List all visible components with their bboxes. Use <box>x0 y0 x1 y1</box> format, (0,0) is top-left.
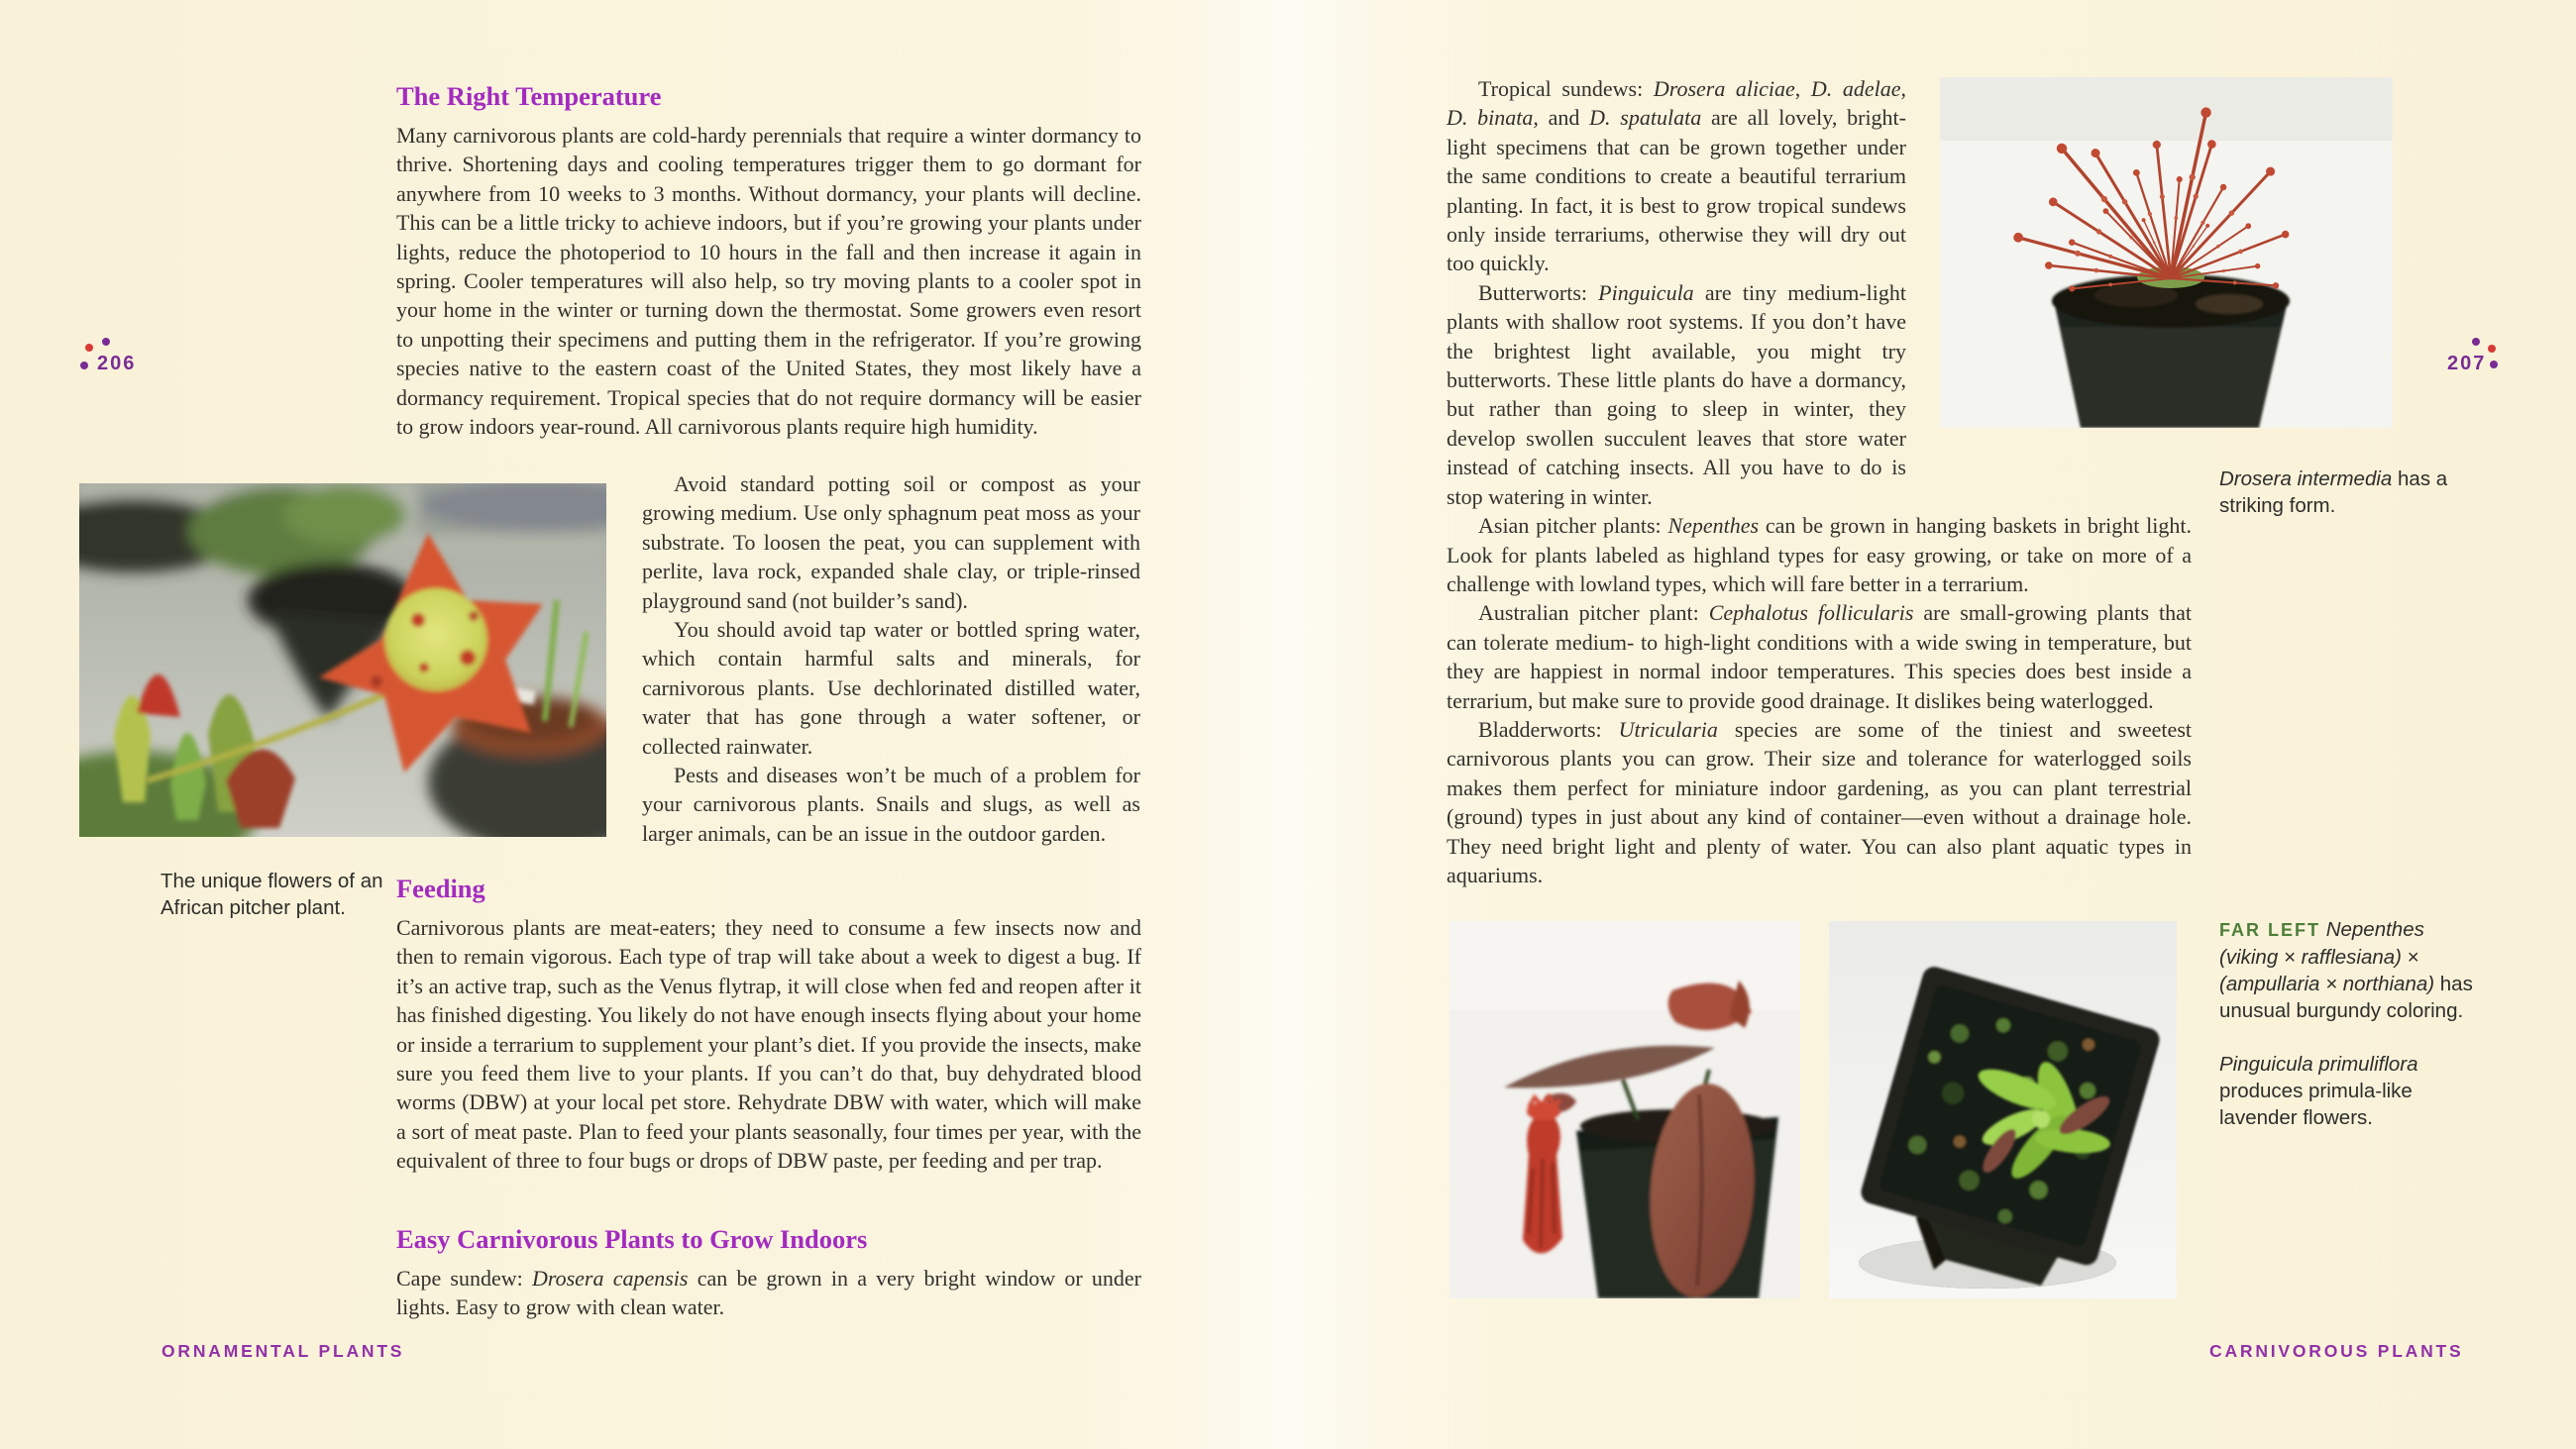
page-number-right: 207 <box>2447 353 2487 374</box>
page-ornament-dots <box>75 335 145 376</box>
paragraph-pests: Pests and diseases won’t be much of a problem for your carnivorous plants. Snails and slugs, as well as larger animals, can be an issue in the outdoor garden. <box>642 763 1140 846</box>
heading-right-temperature: The Right Temperature <box>396 81 662 111</box>
paragraph-australian-pitcher: Australian pitcher plant: Cephalotus follicularis are small-growing plants that can tolerate medium- to high-light conditions with a wide swing in temperature, but they are happiest in normal indoor temperatures. This species does best inside a terrarium, but make sure to provide good drainage. It dislikes being waterlogged. <box>1447 600 2192 713</box>
pinguicula-photo <box>1829 921 2177 1298</box>
paragraph-bladderworts: Bladderworts: Utricularia species are some of the tiniest and sweetest carnivorous plants you can grow. Their size and tolerance for waterlogged soils makes them perfect for miniature indoor gardening, as you can plant terrestrial (ground) types in just about any kind of container—even without a drainage hole. They need bright light and plenty of water. You can also plant aquatic types in aquariums. <box>1447 716 2192 887</box>
spine-shadow <box>1189 0 1387 1449</box>
running-footer-left: ORNAMENTAL PLANTS <box>161 1341 405 1361</box>
paragraph-cape-sundew: Cape sundew: Drosera capensis can be grown in a very bright window or under lights. Easy to grow with clean water. <box>396 1266 1141 1320</box>
caption-pinguicula: Pinguicula primuliflora produces primula-like lavender flowers. <box>2219 1053 2418 1129</box>
ornament-dot <box>2488 345 2496 353</box>
caption-drosera-intermedia: Drosera intermedia has a striking form. <box>2219 467 2448 517</box>
ornament-dot <box>85 344 93 352</box>
far-left-label: FAR LEFT <box>2219 920 2320 940</box>
paragraph-water: You should avoid tap water or bottled spring water, which contain harmful salts and minerals, for carnivorous plants. Use dechlorinated distilled water, water that has gone through a water softener, or collected rainwater. <box>642 617 1140 759</box>
page-number-left: 206 <box>97 353 137 374</box>
ornament-dot <box>2472 338 2480 346</box>
drosera-intermedia-photo <box>1940 77 2393 428</box>
paragraph-tropical-sundews: Tropical sundews: Drosera aliciae, D. adelae, D. binata, and D. spatulata are all lovely, bright-light specimens that can be grown together under the same conditions to create a beautiful terrarium planting. In fact, it is best to grow tropical sundews only inside terrariums, otherwise they will dry out too quickly. <box>1447 76 1907 276</box>
page-ornament-dots <box>2439 333 2509 374</box>
african-pitcher-flower-photo <box>79 483 606 837</box>
heading-easy-plants: Easy Carnivorous Plants to Grow Indoors <box>396 1224 868 1254</box>
ornament-dot <box>102 338 110 346</box>
caption-african-pitcher: The unique flowers of an African pitcher plant. <box>161 870 383 919</box>
ornament-dot <box>80 362 88 369</box>
paragraphs-substrate-water-pests <box>642 469 1140 848</box>
caption-bottom-photos <box>2219 916 2479 1158</box>
paragraph-feeding: Carnivorous plants are meat-eaters; they need to consume a few insects now and then to remain vigorous. Each type of trap will take about a week to digest a bug. If it’s an active trap, such as the Venus flytrap, it will close when fed and reopen after it has finished digesting. You likely do not have enough insects flying about your home or inside a terrarium to supplement your plant’s diet. If you provide the insects, make sure you feed them live to your plants. If you can’t do that, buy dehydrated blood worms (DBW) at your local pet store. Rehydrate DBW with water, which will make a sort of meat paste. Plan to feed your plants seasonally, four times per year, with the equivalent of three to four bugs or drops of DBW paste, per feeding and per trap. <box>396 915 1141 1174</box>
paragraph-asian-pitchers: Asian pitcher plants: Nepenthes can be grown in hanging baskets in bright light. Look for plants labeled as highland types for easy growing, or take on more of a challenge with lowland types, which will fare better in a terrarium. <box>1447 513 2192 596</box>
paragraph-substrate: Avoid standard potting soil or compost as your growing medium. Use only sphagnum peat moss as your substrate. To loosen the peat, you can supplement with perlite, lava rock, expanded shale clay, or triple-rinsed playground sand (not builder’s sand). <box>642 471 1140 613</box>
caption-nepenthes: FAR LEFT Nepenthes (viking × rafflesiana) × (ampullaria × northiana) has unusual burgundy coloring. <box>2219 918 2473 1022</box>
ornament-dot <box>2490 361 2498 368</box>
heading-feeding: Feeding <box>396 874 485 903</box>
running-footer-right: CARNIVOROUS PLANTS <box>2209 1341 2464 1361</box>
paragraph-butterworts: Butterworts: Pinguicula are tiny medium-light plants with shallow root systems. If you don’t have the brightest light available, you might try butterworts. These little plants do have a dormancy, but rather than going to sleep in winter, they develop swollen succulent leaves that store water instead of catching insects. All you have to do is stop watering in winter. <box>1447 279 1906 509</box>
nepenthes-photo <box>1449 921 1800 1298</box>
paragraph-right-temperature: Many carnivorous plants are cold-hardy perennials that require a winter dormancy to thrive. Shortening days and cooling temperatures trigger them to go dormant for anywhere from 10 weeks to 3 months. Without dormancy, your plants will decline. This can be a little tricky to achieve indoors, but if you’re growing your plants under lights, reduce the photoperiod to 10 hours in the fall and then increase it again in spring. Cooler temperatures will also help, so try moving plants to a cooler spot in your home in the winter or turning down the thermostat. Some growers even resort to unpotting their specimens and putting them in the refrigerator. If you’re growing species native to the eastern coast of the United States, they most likely have a dormancy requirement. Tropical species that do not require dormancy will be easier to grow indoors year-round. All carnivorous plants require high humidity. <box>396 123 1141 440</box>
